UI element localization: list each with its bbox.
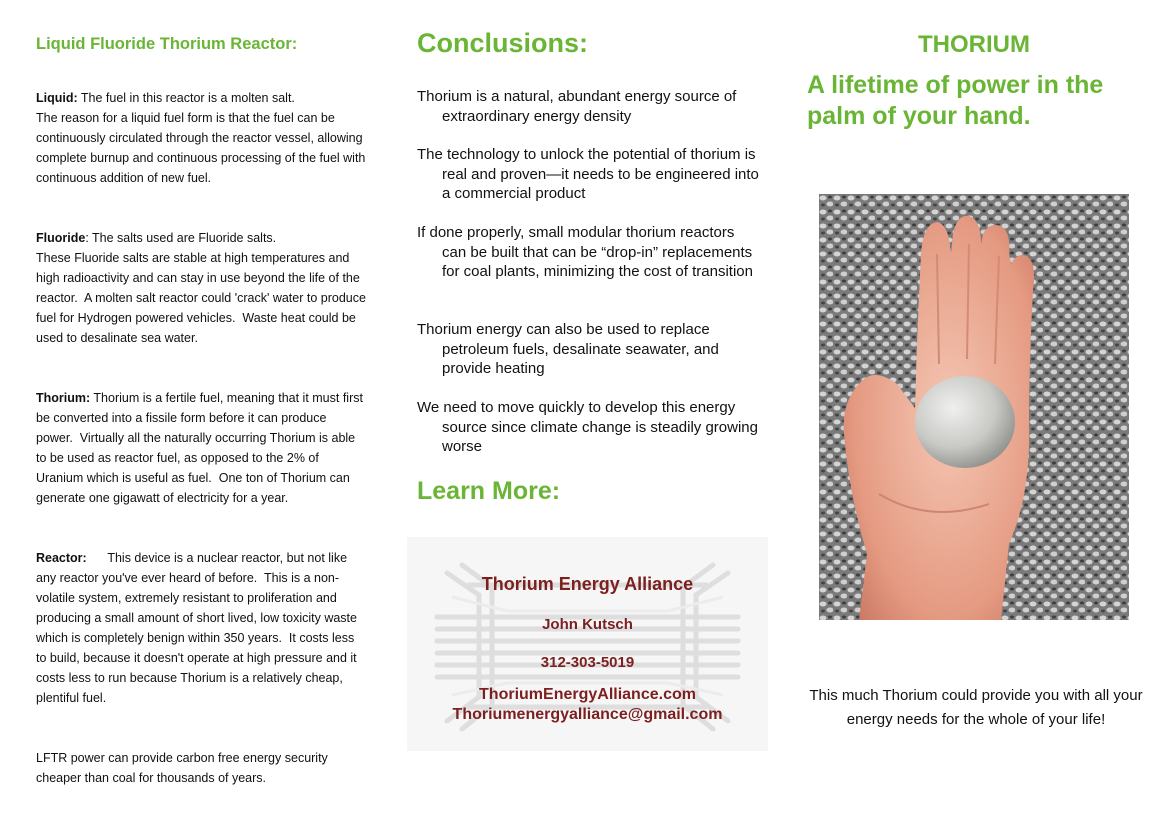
section-liquid — [36, 88, 366, 188]
lftr-title: Liquid Fluoride Thorium Reactor: — [36, 35, 298, 53]
section-heading: Liquid: — [36, 91, 78, 105]
section-fluoride — [36, 228, 366, 348]
section-heading: Reactor: — [36, 551, 87, 565]
section-heading: Thorium: — [36, 391, 91, 405]
contact-card — [407, 537, 768, 751]
conclusion-item: We need to move quickly to develop this energy source since climate change is steadily growing worse — [417, 399, 758, 455]
section-body: : The salts used are Fluoride salts. These Fluoride salts are stable at high temperatures and high radioactivity and can stay in use beyond the life of the reactor. A molten salt reactor could 'crack' water to produce fuel for Hydrogen powered vehicles. Waste heat could be used to desalinate sea water. — [36, 231, 366, 345]
section-body: Thorium is a fertile fuel, meaning that it must first be converted into a fissile form before it can produce power. Virtually all the naturally occurring Thorium is able to be used as reactor fuel, as opposed to the 2% of Uranium which is useful as fuel. One ton of Thorium can generate one gigawatt of electricity for a year. — [36, 391, 367, 505]
card-phone: 312-303-5019 — [540, 654, 635, 671]
hand-with-thorium-photo — [819, 194, 1129, 620]
conclusion-item: Thorium energy can also be used to replace petroleum fuels, desalinate seawater, and provide heating — [417, 321, 719, 377]
thorium-title: THORIUM — [918, 31, 1030, 58]
conclusion-item: Thorium is a natural, abundant energy source of extraordinary energy density — [417, 88, 737, 125]
section-reactor — [36, 548, 366, 708]
conclusion-item: If done properly, small modular thorium reactors can be built that can be “drop-in” replacements for coal plants, minimizing the cost of transition — [417, 224, 753, 280]
card-organization: Thorium Energy Alliance — [481, 574, 694, 594]
card-email[interactable]: Thoriumenergyalliance@gmail.com — [452, 706, 723, 723]
section-body: This device is a nuclear reactor, but not like any reactor you've ever heard of before. This is a non-volatile system, extremely resistant to proliferation and producing a small amount of short lived, low toxicity waste which is completely benign within 350 years. It costs less to build, because it doesn't operate at high pressure and it costs less to run because Thorium is a relatively cheap, plentiful fuel. — [36, 551, 361, 705]
section-heading: Fluoride — [36, 231, 86, 245]
conclusions-title: Conclusions: — [417, 28, 589, 58]
tagline: A lifetime of power in the palm of your hand. — [807, 71, 1104, 130]
closing-text: LFTR power can provide carbon free energy security cheaper than coal for thousands of years. — [36, 751, 328, 785]
card-website[interactable]: ThoriumEnergyAlliance.com — [479, 686, 696, 703]
photo-caption: This much Thorium could provide you with all your energy needs for the whole of your life! — [809, 687, 1143, 728]
section-thorium — [36, 388, 366, 508]
learn-more-title: Learn More: — [417, 477, 561, 505]
card-name: John Kutsch — [542, 616, 633, 633]
hand-holding-sphere-image — [819, 194, 1129, 620]
section-body: The fuel in this reactor is a molten salt. The reason for a liquid fuel form is that the fuel can be continuously circulated through the reactor vessel, allowing complete burnup and continuous processing of the fuel with continuous addition of new fuel. — [36, 91, 366, 185]
conclusion-item: The technology to unlock the potential of thorium is real and proven—it needs to be engineered into a commercial product — [417, 146, 759, 202]
